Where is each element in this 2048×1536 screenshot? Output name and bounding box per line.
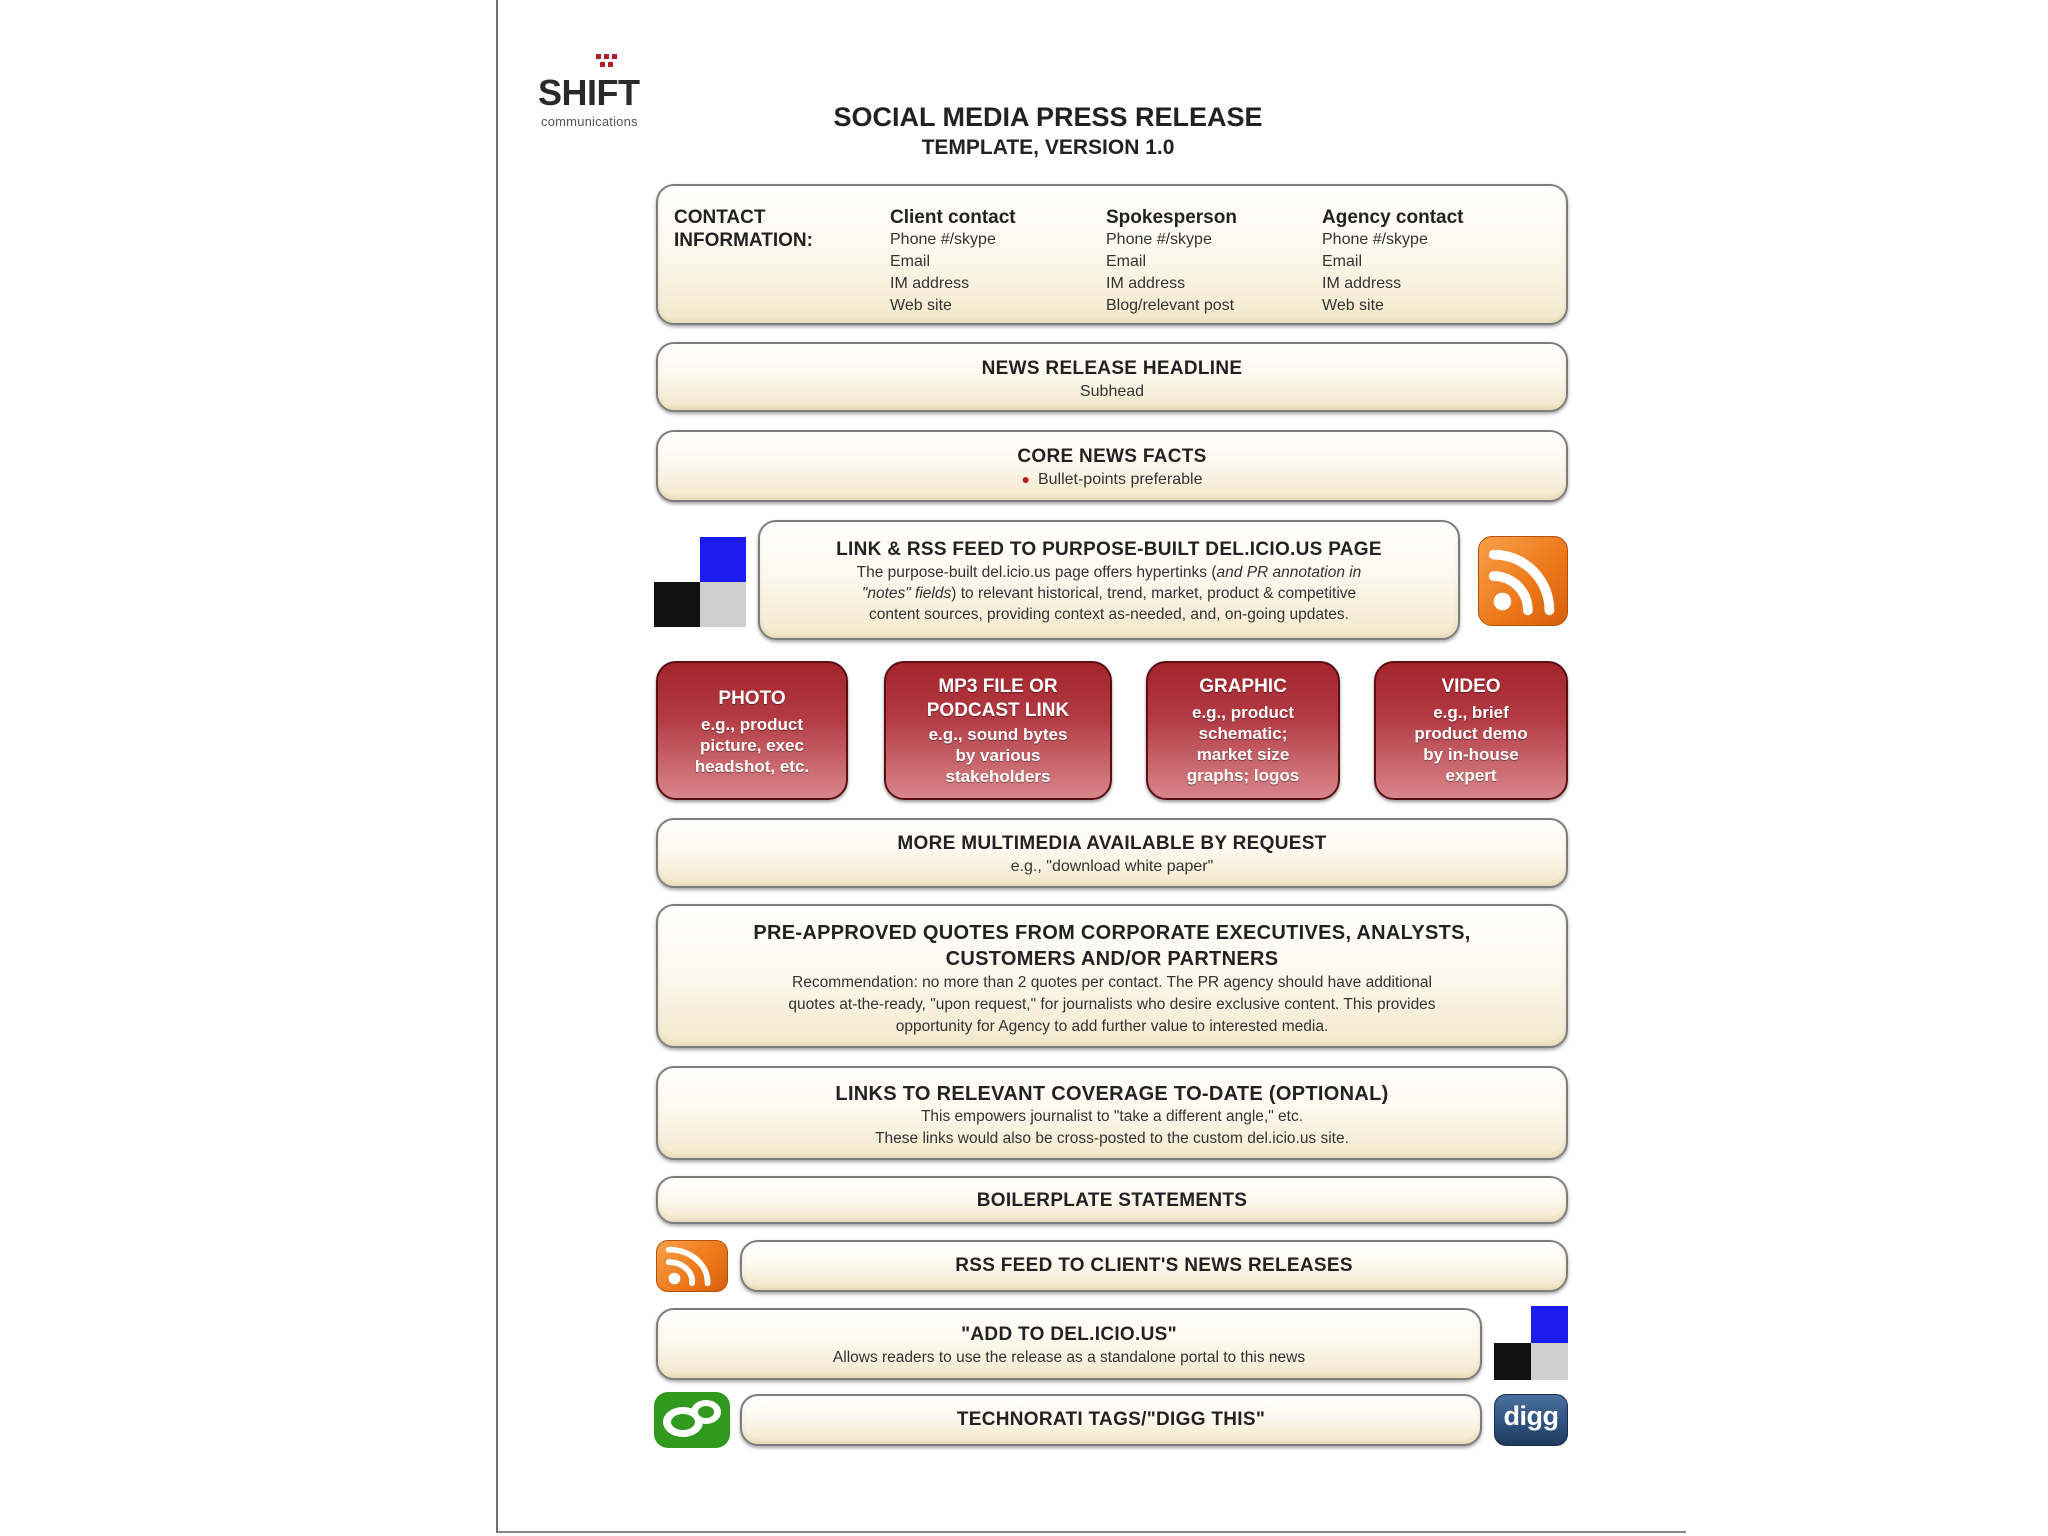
photo-desc-line: picture, exec [700, 736, 804, 755]
delicious-text: ) to relevant historical, trend, market, product & competitive [951, 585, 1357, 602]
core-news-facts-box [656, 430, 1568, 502]
mp3-desc [886, 724, 1110, 787]
graphic-desc [1148, 702, 1338, 786]
client-contact-item: Email [890, 253, 931, 270]
add-to-delicious-box [656, 1308, 1482, 1380]
graphic-desc-line: market size [1196, 745, 1290, 764]
shift-logo [538, 50, 678, 140]
mp3-desc-line: e.g., sound bytes [928, 725, 1068, 744]
boilerplate-title: BOILERPLATE STATEMENTS [976, 1190, 1248, 1211]
delicious-page-line1 [760, 562, 1458, 583]
coverage-line1: This empowers journalist to "take a different angle," etc. [920, 1108, 1304, 1125]
delicious-page-title: LINK & RSS FEED TO PURPOSE-BUILT DEL.ICIO.US PAGE [836, 539, 1382, 560]
graphic-desc-line: e.g., product [1192, 703, 1294, 722]
quotes-body-line3: opportunity for Agency to add further value to interested media. [895, 1018, 1329, 1035]
graphic-desc-line: graphs; logos [1186, 766, 1300, 785]
technorati-title: TECHNORATI TAGS/"DIGG THIS" [956, 1409, 1266, 1430]
document-page [496, 0, 1686, 1533]
video-desc [1376, 702, 1566, 786]
contact-label-line1: CONTACT [674, 207, 766, 228]
logo-name: SHIFT [538, 72, 640, 113]
video-box [1374, 661, 1568, 800]
quotes-title-line2: CUSTOMERS AND/OR PARTNERS [945, 948, 1279, 970]
coverage-line2: These links would also be cross-posted to the custom del.icio.us site. [875, 1130, 1349, 1147]
quotes-body-line1: Recommendation: no more than 2 quotes per contact. The PR agency should have additional [792, 974, 1432, 991]
photo-desc-line: headshot, etc. [694, 757, 810, 776]
technorati-tags-box [740, 1394, 1482, 1446]
rss-client-icon [656, 1240, 728, 1292]
graphic-title: GRAPHIC [1199, 676, 1287, 697]
technorati-icon [654, 1392, 730, 1448]
photo-box [656, 661, 848, 800]
agency-contact-column [1322, 206, 1463, 317]
video-desc-line: by in-house [1423, 745, 1519, 764]
agency-contact-heading: Agency contact [1322, 207, 1464, 228]
mp3-podcast-box [884, 661, 1112, 800]
mp3-title-line: MP3 FILE OR [938, 676, 1058, 697]
contact-information-box [656, 184, 1568, 325]
multimedia-sub: e.g., "download white paper" [1010, 858, 1214, 875]
delicious-icon [654, 537, 746, 627]
delicious-text-italic: and PR annotation in [1216, 564, 1362, 581]
add-delicious-title: "ADD TO DEL.ICIO.US" [961, 1324, 1177, 1345]
delicious-text: The purpose-built del.icio.us page offers hypertinks ( [856, 564, 1217, 581]
coverage-title: LINKS TO RELEVANT COVERAGE TO-DATE (OPTIONAL) [835, 1083, 1389, 1105]
client-contact-item: Web site [890, 297, 952, 314]
client-contact-heading: Client contact [890, 207, 1016, 228]
relevant-coverage-box [656, 1066, 1568, 1160]
agency-contact-item: Email [1322, 253, 1363, 270]
spokesperson-item: Phone #/skype [1106, 231, 1212, 248]
news-release-headline-box [656, 342, 1568, 412]
headline-subhead: Subhead [1079, 383, 1145, 400]
agency-contact-item: IM address [1322, 275, 1402, 292]
contact-label [674, 206, 813, 252]
page-subtitle: TEMPLATE, VERSION 1.0 [921, 136, 1175, 159]
spokesperson-item: Blog/relevant post [1106, 297, 1235, 314]
client-contact-item: IM address [890, 275, 970, 292]
spokesperson-item: Email [1106, 253, 1147, 270]
core-facts-bullet-line [658, 469, 1566, 490]
bullet-icon: ● [1021, 471, 1030, 487]
more-multimedia-box [656, 818, 1568, 888]
core-facts-title: CORE NEWS FACTS [1017, 446, 1207, 467]
digg-label: digg [1503, 1401, 1559, 1431]
logo-tagline: communications [541, 114, 638, 129]
video-desc-line: expert [1445, 766, 1497, 785]
mp3-desc-line: by various [955, 746, 1041, 765]
multimedia-title: MORE MULTIMEDIA AVAILABLE BY REQUEST [897, 833, 1327, 854]
delicious-small-icon [1494, 1306, 1568, 1380]
spokesperson-heading: Spokesperson [1106, 207, 1237, 228]
photo-desc [658, 714, 846, 777]
agency-contact-item: Web site [1322, 297, 1384, 314]
rss-client-title: RSS FEED TO CLIENT'S NEWS RELEASES [955, 1255, 1353, 1276]
page-title: SOCIAL MEDIA PRESS RELEASE [833, 102, 1263, 132]
video-desc-line: product demo [1414, 724, 1528, 743]
delicious-page-line3: content sources, providing context as-needed, and, on-going updates. [869, 606, 1349, 623]
quotes-title-line1: PRE-APPROVED QUOTES FROM CORPORATE EXECUTIVES, ANALYSTS, [753, 922, 1471, 944]
contact-label-line2: INFORMATION: [674, 230, 813, 251]
core-facts-bullet: Bullet-points preferable [1037, 471, 1203, 488]
photo-title: PHOTO [718, 688, 786, 709]
mp3-title-line: PODCAST LINK [926, 700, 1070, 721]
graphic-box [1146, 661, 1340, 800]
delicious-page-box [758, 520, 1460, 640]
rss-client-news-box [740, 1240, 1568, 1292]
mp3-desc-line: stakeholders [945, 767, 1051, 786]
boilerplate-box [656, 1176, 1568, 1224]
graphic-desc-line: schematic; [1198, 724, 1288, 743]
add-delicious-sub: Allows readers to use the release as a standalone portal to this news [832, 1349, 1306, 1366]
video-title: VIDEO [1441, 676, 1501, 697]
spokesperson-item: IM address [1106, 275, 1186, 292]
quotes-body-line2: quotes at-the-ready, "upon request," for journalists who desire exclusive content. This provides [788, 996, 1436, 1013]
spokesperson-column [1106, 206, 1237, 317]
logo-dots-icon [596, 54, 622, 72]
pre-approved-quotes-box [656, 904, 1568, 1048]
video-desc-line: e.g., brief [1433, 703, 1509, 722]
rss-feed-icon [1478, 536, 1568, 626]
delicious-page-line2 [760, 583, 1458, 604]
digg-icon [1494, 1394, 1568, 1446]
agency-contact-item: Phone #/skype [1322, 231, 1428, 248]
client-contact-column [890, 206, 1016, 317]
headline-title: NEWS RELEASE HEADLINE [981, 358, 1243, 379]
delicious-text-italic: "notes" fields [861, 585, 952, 602]
photo-desc-line: e.g., product [701, 715, 803, 734]
client-contact-item: Phone #/skype [890, 231, 996, 248]
